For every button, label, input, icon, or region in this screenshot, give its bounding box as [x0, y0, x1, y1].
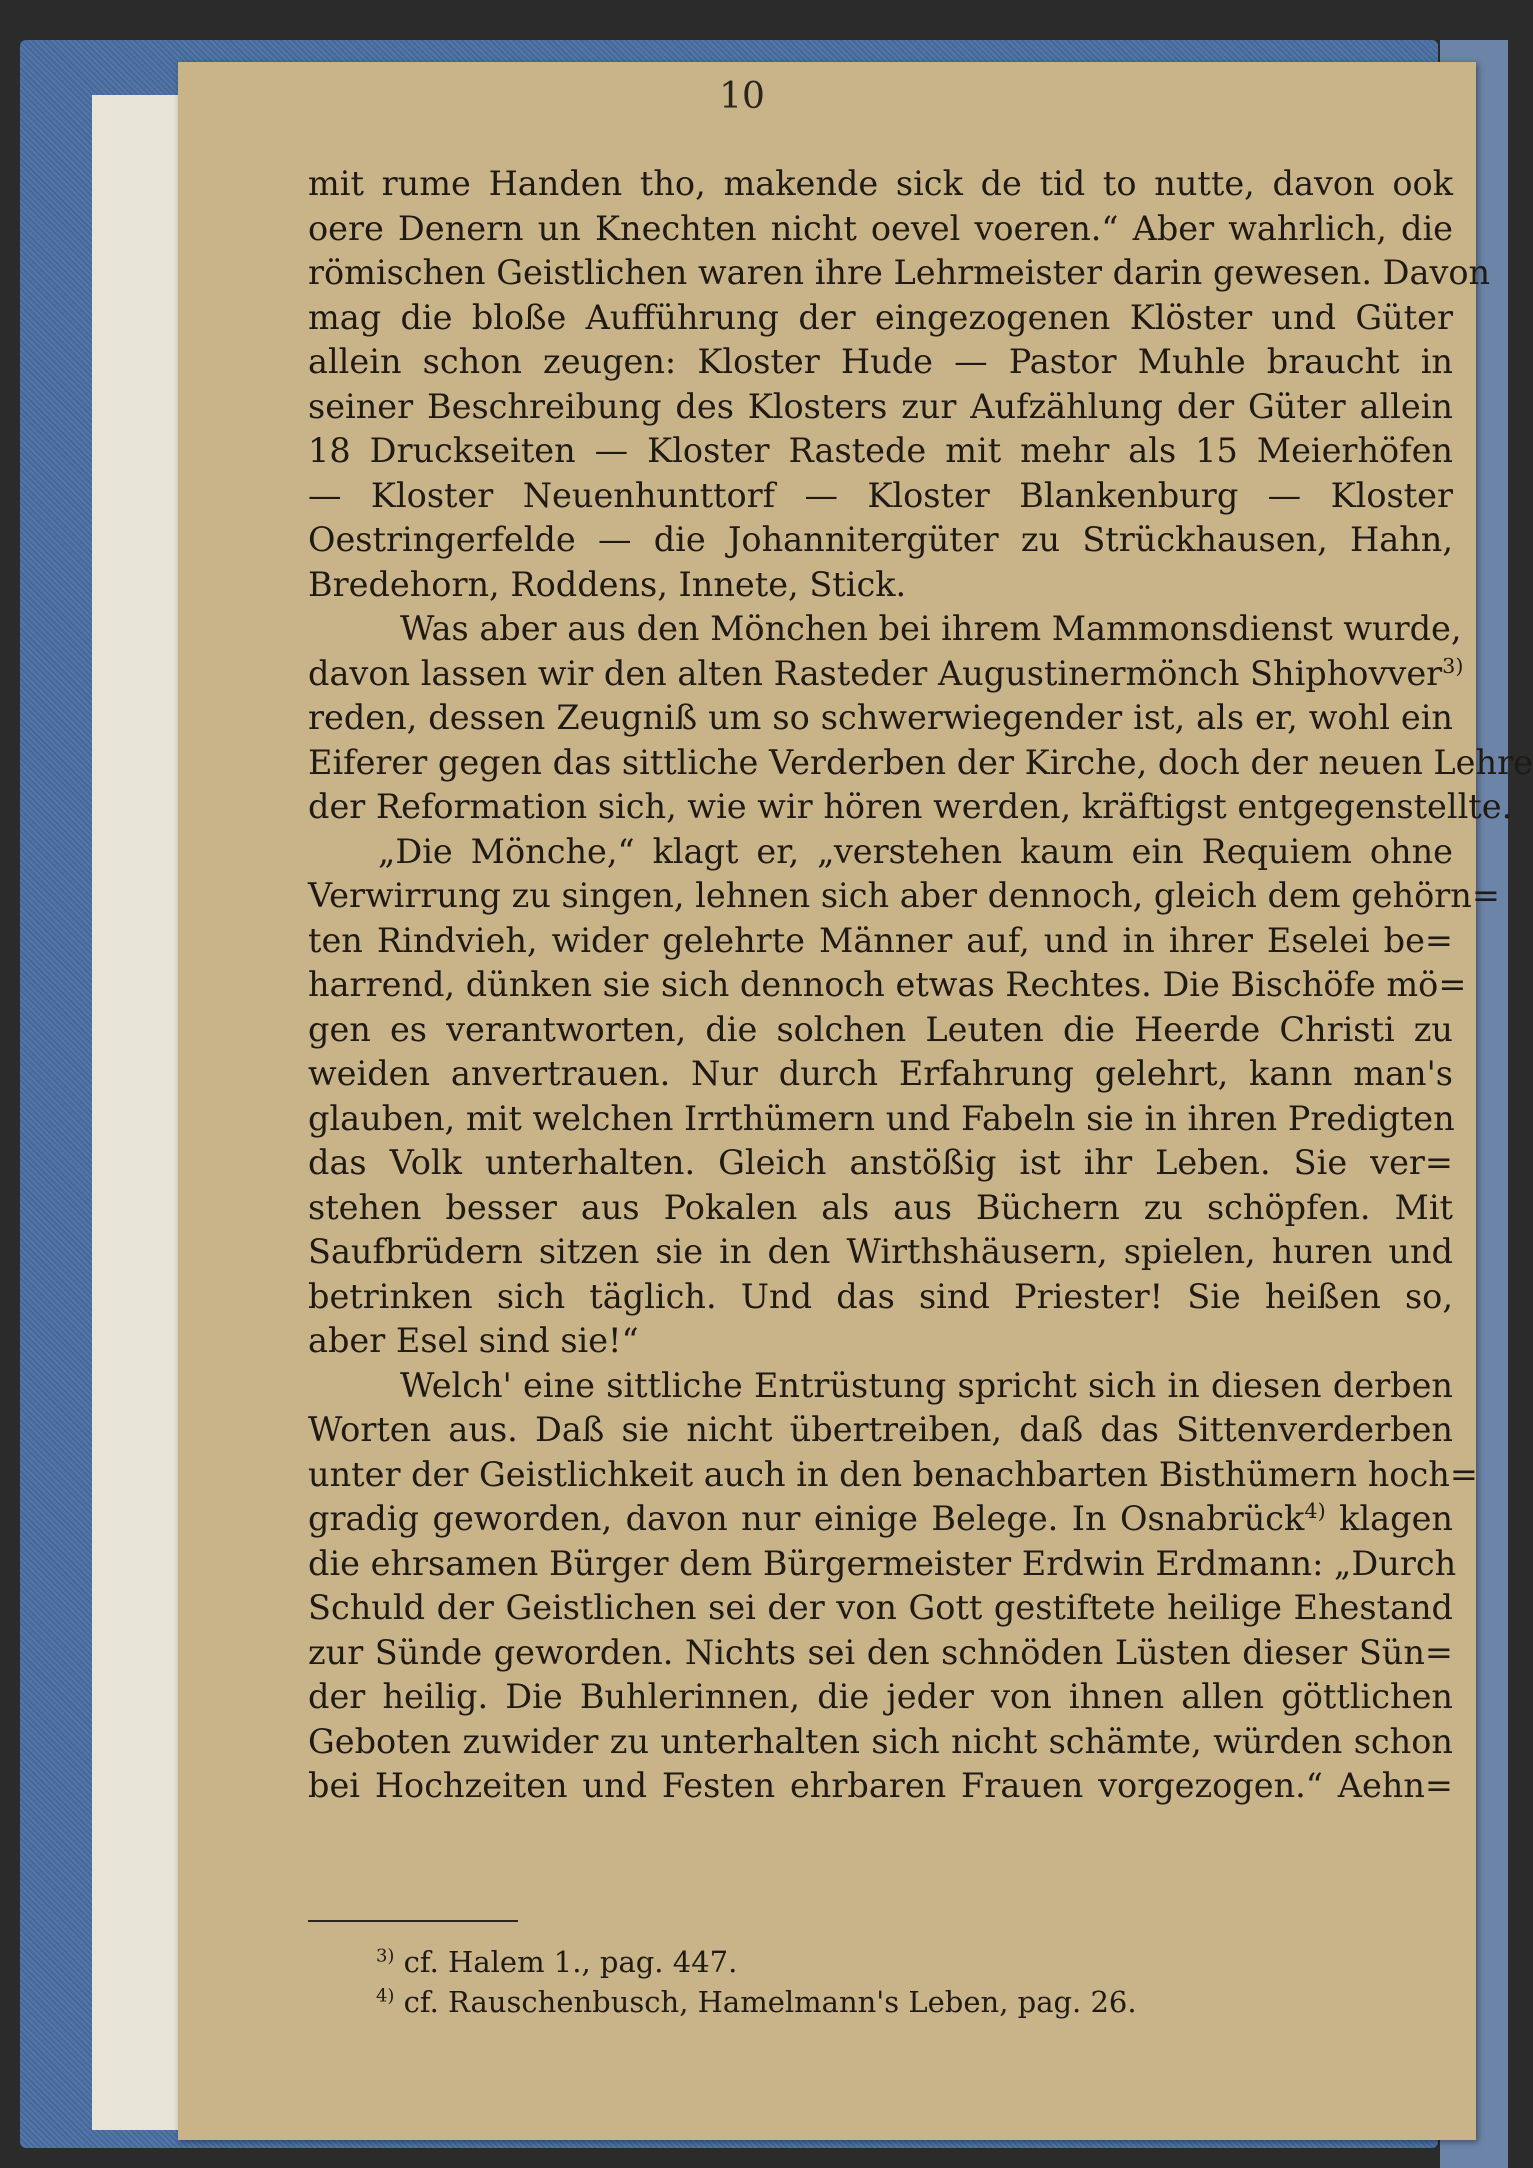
text-line: Was aber aus den Mönchen bei ihrem Mammonsdienst wurde, — [400, 609, 1462, 648]
footnote-mark-3: 3) — [1442, 653, 1464, 678]
footnotes — [376, 1942, 1326, 2022]
text-line: das Volk unterhalten. Gleich anstößig ist ihr Leben. Sie ver= — [308, 1143, 1453, 1182]
text-line: weiden anvertrauen. Nur durch Erfahrung gelehrt, kann man's — [308, 1054, 1453, 1093]
text-line: zur Sünde geworden. Nichts sei den schnöden Lüsten dieser Sün= — [308, 1632, 1453, 1672]
text-line: — Kloster Neuenhunttorf — Kloster Blankenburg — Kloster — [308, 475, 1453, 515]
text-line: Schuld der Geistlichen sei der von Gott gestiftete heilige Ehestand — [308, 1588, 1453, 1627]
text-line: mit rume Handen tho, makende sick de tid to nutte, davon ook — [308, 164, 1453, 203]
footnote-text: cf. Rauschenbusch, Hamelmann's Leben, pag. 26. — [394, 1985, 1137, 2019]
footnote-text: cf. Halem 1., pag. 447. — [394, 1945, 738, 1979]
page-number: 10 — [719, 76, 765, 117]
text-line: unter der Geistlichkeit auch in den benachbarten Bisthümern hoch= — [308, 1454, 1478, 1494]
text-line: der Reformation sich, wie wir hören werden, kräftigst entgegenstellte. — [308, 787, 1513, 826]
text-line: bei Hochzeiten und Festen ehrbaren Frauen vorgezogen.“ Aehn= — [308, 1766, 1453, 1805]
line-text-continued: klagen — [1325, 1499, 1453, 1538]
text-line: die ehrsamen Bürger dem Bürgermeister Erdwin Erdmann: „Durch — [308, 1543, 1457, 1583]
text-line: Worten aus. Daß sie nicht übertreiben, daß das Sittenverderben — [308, 1410, 1453, 1449]
text-line-with-footnote — [308, 1497, 1453, 1542]
text-line: glauben, mit welchen Irrthümern und Fabeln sie in ihren Predigten — [308, 1098, 1455, 1138]
text-line: aber Esel sind sie!“ — [308, 1321, 639, 1360]
text-line: Bredehorn, Roddens, Innete, Stick. — [308, 564, 907, 604]
text-line: Verwirrung zu singen, lehnen sich aber dennoch, gleich dem gehörn= — [308, 876, 1500, 915]
text-line: reden, dessen Zeugniß um so schwerwiegender ist, als er, wohl ein — [308, 698, 1453, 737]
text-line: Geboten zuwider zu unterhalten sich nicht schämte, würden schon — [308, 1721, 1453, 1761]
line-text: davon lassen wir den alten Rasteder Augustinermönch Shiphovver — [308, 653, 1443, 693]
text-line: oere Denern un Knechten nicht oevel voeren.“ Aber wahrlich, die — [308, 208, 1453, 248]
footnote-mark: 3) — [376, 1945, 395, 1967]
text-line-with-footnote — [308, 652, 1464, 697]
text-line: stehen besser aus Pokalen als aus Büchern zu schöpfen. Mit — [308, 1187, 1453, 1227]
text-line: seiner Beschreibung des Klosters zur Aufzählung der Güter allein — [308, 386, 1453, 426]
footnote-mark-4: 4) — [1304, 1498, 1326, 1523]
text-line: Saufbrüdern sitzen sie in den Wirthshäusern, spielen, huren und — [308, 1232, 1453, 1271]
footnote-mark: 4) — [376, 1985, 395, 2007]
body-text — [308, 162, 1533, 1809]
text-line: gen es verantworten, die solchen Leuten die Heerde Christi zu — [308, 1009, 1453, 1049]
text-line: römischen Geistlichen waren ihre Lehrmeister darin gewesen. Davon — [308, 253, 1491, 292]
text-line: harrend, dünken sie sich dennoch etwas Rechtes. Die Bischöfe mö= — [308, 965, 1467, 1004]
line-text: gradig geworden, davon nur einige Belege. In Osnabrück — [308, 1499, 1305, 1538]
text-line: ten Rindvieh, wider gelehrte Männer auf, und in ihrer Eselei be= — [308, 920, 1453, 960]
text-line: „Die Mönche,“ klagt er, „verstehen kaum ein Requiem ohne — [378, 831, 1453, 871]
text-line: der heilig. Die Buhlerinnen, die jeder von ihnen allen göttlichen — [308, 1677, 1453, 1716]
text-line: 18 Druckseiten — Kloster Rastede mit mehr als 15 Meierhöfen — [308, 431, 1453, 470]
footnote-divider — [308, 1920, 518, 1922]
book-page — [178, 62, 1533, 2140]
text-line: mag die bloße Aufführung der eingezogenen Klöster und Güter — [308, 297, 1453, 337]
text-line: Eiferer gegen das sittliche Verderben der Kirche, doch der neuen Lehre — [308, 742, 1533, 782]
text-line: betrinken sich täglich. Und das sind Priester! Sie heißen so, — [308, 1276, 1453, 1316]
text-line: Oestringerfelde — die Johannitergüter zu Strückhausen, Hahn, — [308, 520, 1453, 559]
text-line: allein schon zeugen: Kloster Hude — Pastor Muhle braucht in — [308, 342, 1453, 381]
footnote — [376, 1942, 1326, 1982]
text-line: Welch' eine sittliche Entrüstung spricht sich in diesen derben — [400, 1365, 1453, 1405]
footnote — [376, 1982, 1326, 2022]
